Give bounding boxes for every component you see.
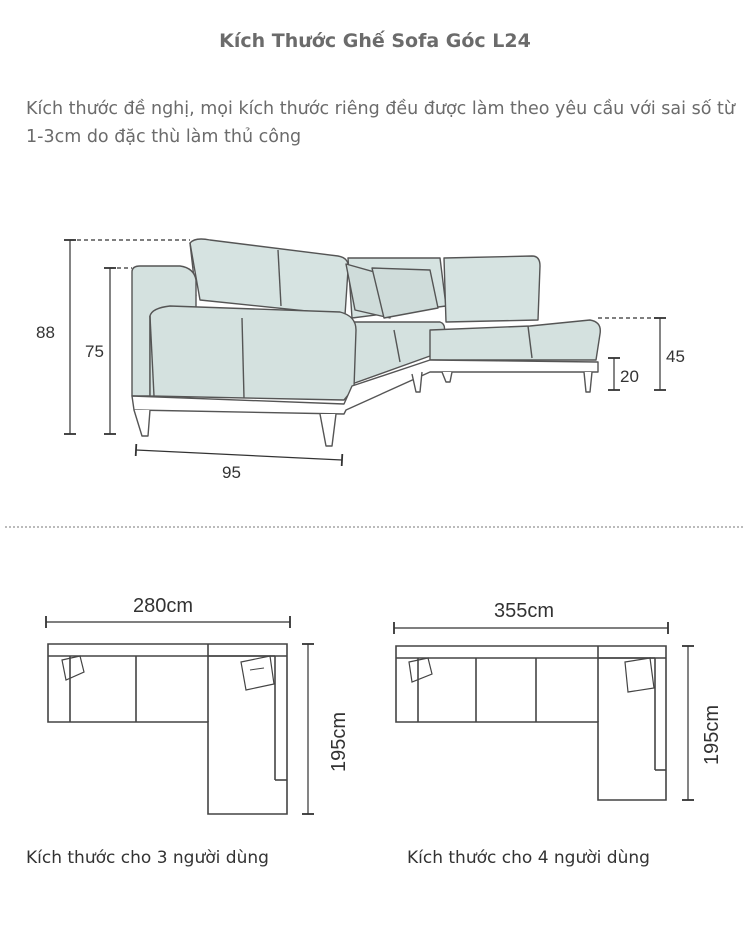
seat-back-height-label: 75: [85, 342, 104, 361]
caption-3-seat: Kích thước cho 3 người dùng: [26, 848, 269, 868]
side-view-sofa: [132, 239, 600, 446]
intro-text: Kích thước đề nghị, mọi kích thước riêng đều được làm theo yêu cầu với sai số từ 1-3cm do đặc thù làm thủ công: [26, 99, 735, 147]
plan-4-seat-dimensions: [394, 628, 688, 800]
plan-3-seat-dimensions: [46, 622, 308, 814]
plan-3-depth-label: 195cm: [328, 711, 350, 772]
plan-3-seat: [48, 644, 287, 814]
caption-4-seat: Kích thước cho 4 người dùng: [407, 848, 650, 868]
plan-4-depth-label: 195cm: [701, 704, 723, 765]
page-title: Kích Thước Ghế Sofa Góc L24: [219, 30, 531, 52]
plan-4-seat: [396, 646, 666, 800]
depth-label: 95: [222, 463, 241, 482]
seat-height-label: 45: [666, 347, 685, 366]
total-height-label: 88: [36, 323, 55, 342]
leg-height-label: 20: [620, 367, 639, 386]
plan-4-width-label: 355cm: [494, 600, 555, 622]
plan-3-width-label: 280cm: [133, 595, 194, 617]
